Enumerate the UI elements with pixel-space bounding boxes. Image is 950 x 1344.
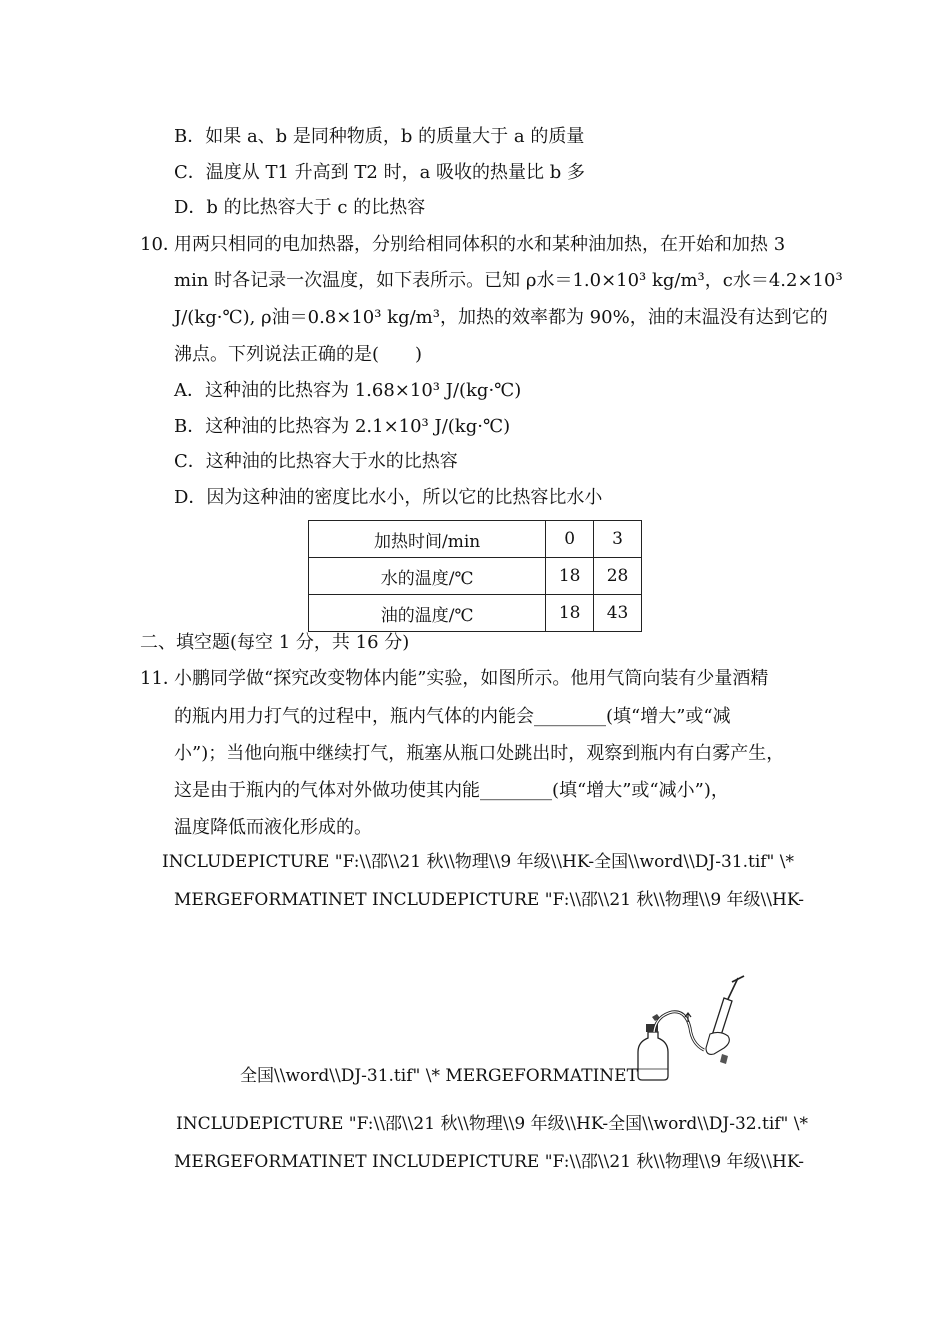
table-cell: 油的温度/℃ — [309, 595, 546, 632]
field-code-line: 全国\\word\\DJ-31.tif" \* MERGEFORMATINET — [240, 1066, 638, 1086]
option-d-prev: D．b 的比热容大于 c 的比热容 — [174, 197, 426, 218]
table-cell: 18 — [546, 595, 594, 632]
table-header-row — [309, 521, 642, 558]
table-row — [309, 595, 642, 632]
table-header-cell: 0 — [546, 521, 594, 558]
q10-number: 10． — [140, 234, 181, 255]
q11-number: 11． — [140, 668, 181, 689]
q11-line3: 小”)；当他向瓶中继续打气，瓶塞从瓶口处跳出时，观察到瓶内有白雾产生， — [174, 743, 785, 764]
q10-option-d: D．因为这种油的密度比水小，所以它的比热容比水小 — [174, 487, 603, 508]
table-header-cell: 3 — [594, 521, 642, 558]
q11-line5: 温度降低而液化形成的。 — [174, 817, 372, 838]
bottle-pump-experiment-icon — [634, 972, 746, 1084]
table-row — [309, 558, 642, 595]
field-code-line: MERGEFORMATINET INCLUDEPICTURE "F:\\邵\\21 秋\\物理\\9 年级\\HK- — [174, 890, 805, 910]
table-cell: 28 — [594, 558, 642, 595]
section-title: 二、填空题(每空 1 分，共 16 分) — [140, 632, 410, 653]
q10-line2: min 时各记录一次温度，如下表所示。已知 ρ水＝1.0×10³ kg/m³，c水＝4.2×10³ — [174, 270, 843, 291]
option-c-prev: C．温度从 T1 升高到 T2 时，a 吸收的热量比 b 多 — [174, 162, 585, 183]
table-header-cell: 加热时间/min — [309, 521, 546, 558]
q10-line4: 沸点。下列说法正确的是( ) — [174, 344, 423, 365]
q10-line3: J/(kg·℃), ρ油＝0.8×10³ kg/m³，加热的效率都为 90%，油的末温没有达到它的 — [174, 307, 828, 328]
field-code-line: INCLUDEPICTURE "F:\\邵\\21 秋\\物理\\9 年级\\HK-全国\\word\\DJ-31.tif" \* — [162, 852, 795, 872]
table-cell: 水的温度/℃ — [309, 558, 546, 595]
q10-option-b: B．这种油的比热容为 2.1×10³ J/(kg·℃) — [174, 416, 511, 437]
q10-option-c: C．这种油的比热容大于水的比热容 — [174, 451, 458, 472]
option-b-prev: B．如果 a、b 是同种物质，b 的质量大于 a 的质量 — [174, 126, 585, 147]
q10-line1: 用两只相同的电加热器，分别给相同体积的水和某种油加热，在开始和加热 3 — [174, 234, 786, 255]
q11-line4: 这是由于瓶内的气体对外做功使其内能________(填“增大”或“减小”)， — [174, 780, 729, 801]
q11-line1: 小鹏同学做“探究改变物体内能”实验，如图所示。他用气筒向装有少量酒精 — [174, 668, 769, 689]
field-code-line: MERGEFORMATINET INCLUDEPICTURE "F:\\邵\\21 秋\\物理\\9 年级\\HK- — [174, 1152, 805, 1172]
table-cell: 43 — [594, 595, 642, 632]
table-cell: 18 — [546, 558, 594, 595]
q10-option-a: A．这种油的比热容为 1.68×10³ J/(kg·℃) — [174, 380, 522, 401]
temperature-table — [308, 520, 642, 632]
q11-line2: 的瓶内用力打气的过程中，瓶内气体的内能会________(填“增大”或“减 — [174, 706, 731, 727]
field-code-line: INCLUDEPICTURE "F:\\邵\\21 秋\\物理\\9 年级\\HK-全国\\word\\DJ-32.tif" \* — [176, 1114, 809, 1134]
